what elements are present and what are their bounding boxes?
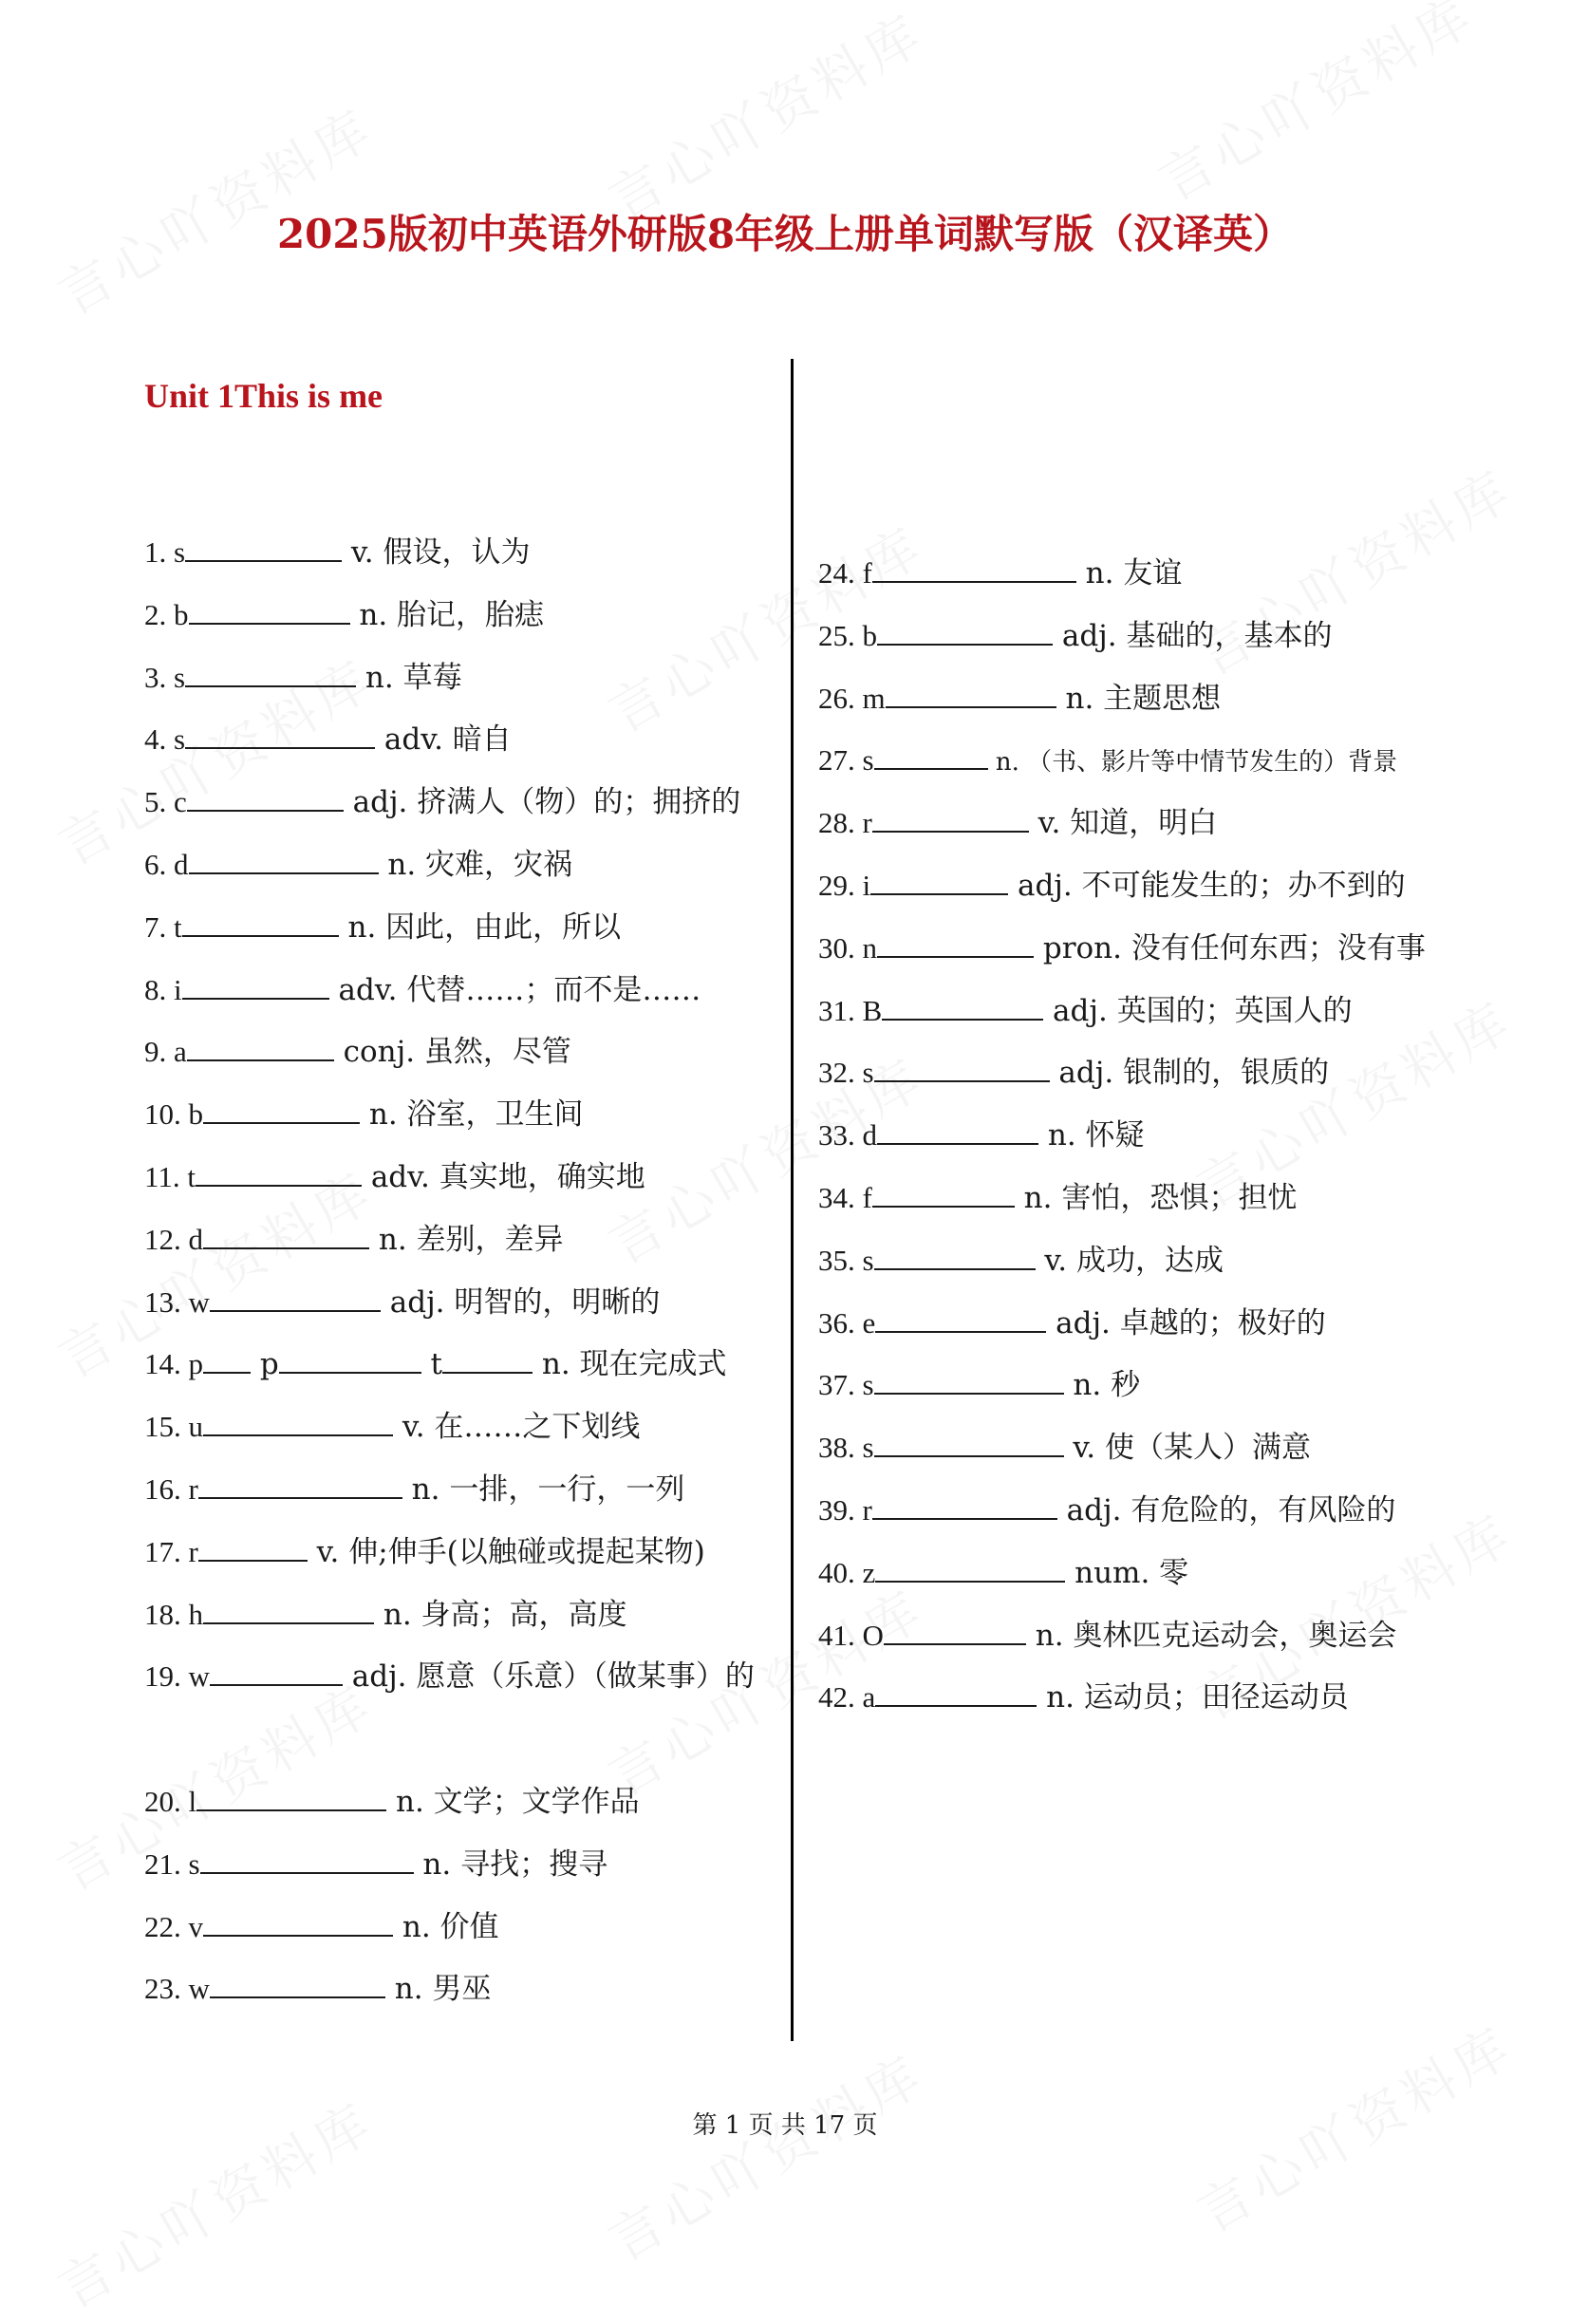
vocab-item	[144, 1968, 828, 2031]
item-definition: n. 胎记，胎痣	[349, 597, 545, 632]
item-prefix: 38. s	[818, 1431, 874, 1465]
item-prefix: 39. r	[818, 1492, 872, 1527]
vocab-item	[818, 1490, 1502, 1552]
item-definition: n. 运动员；田径运动员	[1037, 1680, 1349, 1715]
answer-blank[interactable]	[874, 1427, 1064, 1457]
item-definition: n. 草莓	[356, 660, 462, 695]
answer-blank[interactable]	[203, 1094, 360, 1124]
vocab-item	[144, 1906, 828, 1969]
item-definition: n. 因此，由此，所以	[338, 909, 622, 945]
vocab-item	[818, 1303, 1502, 1365]
answer-blank[interactable]	[210, 1282, 381, 1312]
item-definition: adj. 基础的，基本的	[1053, 618, 1333, 653]
vocab-item	[818, 802, 1502, 865]
item-prefix: 33. d	[818, 1118, 877, 1153]
item-prefix: 2. b	[144, 597, 189, 631]
item-letter: p	[251, 1347, 279, 1382]
vocab-item	[144, 1406, 828, 1469]
answer-blank[interactable]	[185, 657, 356, 687]
item-definition: adj. 愿意（乐意）（做某事）的	[342, 1659, 755, 1695]
answer-blank[interactable]	[200, 1844, 414, 1874]
item-definition: adv. 代替……；而不是……	[328, 972, 701, 1007]
item-prefix: 22. v	[144, 1909, 203, 1943]
item-definition: adv. 暗自	[375, 722, 512, 758]
item-prefix: 27. s	[818, 743, 874, 778]
vocab-item	[818, 1427, 1502, 1490]
item-prefix: 5. c	[144, 785, 187, 819]
page-footer: 第 1 页 共 17 页	[692, 2111, 878, 2140]
answer-blank[interactable]	[875, 1677, 1037, 1707]
watermark-text	[1144, 0, 1487, 216]
item-definition: v. 成功，达成	[1035, 1243, 1224, 1278]
vocab-item	[818, 865, 1502, 928]
item-definition: n. 奥林匹克运动会，奥运会	[1025, 1618, 1397, 1653]
item-prefix: 12. d	[144, 1222, 203, 1256]
item-definition: num. 零	[1065, 1555, 1189, 1590]
answer-blank[interactable]	[874, 740, 988, 770]
vocab-item	[818, 1240, 1502, 1303]
item-definition: n. 现在完成式	[533, 1347, 727, 1382]
item-letter: t	[421, 1347, 443, 1382]
answer-blank[interactable]	[875, 1303, 1046, 1333]
item-definition: n. 怀疑	[1038, 1118, 1145, 1153]
answer-blank[interactable]	[877, 1115, 1038, 1145]
vocab-item	[144, 1031, 828, 1094]
item-prefix: 40. z	[818, 1555, 876, 1589]
vocab-item	[818, 553, 1502, 615]
item-prefix: 1. s	[144, 535, 186, 569]
item-definition: n. 文学；文学作品	[386, 1784, 640, 1819]
item-definition: adj. 卓越的；极好的	[1046, 1305, 1326, 1340]
item-prefix: 23. w	[144, 1972, 210, 2006]
vocab-item	[144, 1781, 828, 1844]
vocab-item	[144, 1844, 828, 1906]
vocab-item	[144, 1282, 828, 1344]
item-prefix: 37. s	[818, 1368, 874, 1402]
vocab-item	[144, 1656, 828, 1781]
item-prefix: 4. s	[144, 722, 186, 757]
item-definition: n. （书、影片等中情节发生的）背景	[987, 748, 1398, 778]
vocab-item	[144, 907, 828, 969]
item-definition: n. 身高；高，高度	[374, 1597, 627, 1632]
item-definition: v. 在……之下划线	[393, 1410, 641, 1445]
answer-blank[interactable]	[874, 1052, 1050, 1082]
item-prefix: 19. w	[144, 1659, 210, 1694]
vocab-item	[818, 1115, 1502, 1177]
vocab-item	[144, 1469, 828, 1531]
answer-blank[interactable]	[203, 1343, 251, 1374]
item-definition: v. 假设，认为	[342, 535, 531, 570]
answer-blank[interactable]	[182, 907, 339, 937]
item-definition: n. 主题思想	[1056, 681, 1222, 716]
answer-blank[interactable]	[203, 1906, 393, 1937]
item-prefix: 34. f	[818, 1180, 872, 1214]
item-prefix: 28. r	[818, 806, 872, 840]
vocab-item	[144, 1343, 828, 1406]
answer-blank[interactable]	[198, 1469, 402, 1499]
item-definition: conj. 虽然，尽管	[333, 1035, 571, 1070]
item-prefix: 21. s	[144, 1846, 200, 1881]
item-prefix: 31. B	[818, 993, 883, 1027]
item-definition: n. 害怕，恐惧；担忧	[1014, 1180, 1298, 1215]
item-definition: v. 知道，明白	[1028, 806, 1218, 841]
item-definition: n. 男巫	[384, 1972, 492, 2007]
item-prefix: 6. d	[144, 847, 189, 881]
answer-blank[interactable]	[874, 1240, 1036, 1270]
item-prefix: 15. u	[144, 1410, 203, 1444]
item-prefix: 9. a	[144, 1035, 187, 1069]
item-prefix: 14. p	[144, 1347, 203, 1381]
item-definition: v. 伸;伸手(以触碰或提起某物)	[307, 1534, 705, 1569]
answer-blank[interactable]	[196, 1781, 386, 1811]
vocab-item	[818, 1052, 1502, 1115]
item-definition: n. 友谊	[1075, 556, 1183, 590]
item-definition: adj. 银制的，银质的	[1049, 1056, 1330, 1091]
answer-blank[interactable]	[872, 553, 1076, 583]
vocab-item	[144, 1094, 828, 1156]
item-definition: n. 差别，差异	[369, 1222, 564, 1257]
vocab-item	[144, 1594, 828, 1657]
vocab-item	[818, 678, 1502, 740]
item-definition: n. 寻找；搜寻	[413, 1846, 608, 1882]
vocab-item	[818, 1177, 1502, 1240]
answer-blank[interactable]	[877, 615, 1053, 646]
vocab-item	[144, 781, 828, 844]
vocab-item	[818, 928, 1502, 990]
item-prefix: 18. h	[144, 1597, 203, 1631]
item-prefix: 42. a	[818, 1680, 876, 1715]
vocab-item	[818, 1615, 1502, 1677]
vocab-item	[144, 594, 828, 657]
answer-blank[interactable]	[185, 532, 342, 562]
item-prefix: 24. f	[818, 556, 872, 590]
vocab-item	[818, 1364, 1502, 1427]
item-definition: adj. 有危险的，有风险的	[1056, 1492, 1396, 1527]
watermark-text	[593, 2034, 937, 2276]
item-prefix: 36. e	[818, 1305, 876, 1340]
vocab-item	[144, 844, 828, 907]
answer-blank[interactable]	[182, 969, 329, 1000]
answer-blank[interactable]	[203, 1406, 393, 1436]
vocab-item	[144, 1219, 828, 1282]
item-prefix: 26. m	[818, 681, 886, 715]
answer-blank[interactable]	[870, 865, 1008, 895]
vocab-item	[818, 615, 1502, 678]
item-definition: n. 价值	[393, 1909, 499, 1944]
item-definition: n. 浴室，卫生间	[360, 1097, 584, 1133]
answer-blank[interactable]	[210, 1968, 385, 1998]
vocab-item	[818, 1677, 1502, 1739]
answer-blank[interactable]	[279, 1343, 421, 1374]
answer-blank[interactable]	[196, 1156, 362, 1187]
item-prefix: 32. s	[818, 1056, 874, 1090]
vocab-item	[144, 1156, 828, 1219]
answer-blank[interactable]	[189, 594, 350, 625]
item-definition: adv. 真实地，确实地	[361, 1159, 645, 1194]
answer-blank[interactable]	[187, 781, 344, 812]
answer-blank[interactable]	[884, 1615, 1026, 1645]
item-prefix: 10. b	[144, 1097, 203, 1132]
item-prefix: 20. l	[144, 1784, 197, 1818]
vocab-item	[144, 719, 828, 781]
answer-blank[interactable]	[189, 844, 379, 874]
item-definition: adj. 不可能发生的；办不到的	[1008, 868, 1406, 903]
answer-blank[interactable]	[198, 1531, 308, 1562]
answer-blank[interactable]	[442, 1343, 533, 1374]
answer-blank[interactable]	[872, 1177, 1015, 1208]
left-column	[144, 532, 828, 2031]
right-column	[818, 553, 1502, 1739]
item-definition: adj. 英国的；英国人的	[1043, 993, 1353, 1028]
vocab-item	[818, 740, 1502, 802]
unit-title: Unit 1This is me	[144, 377, 383, 415]
item-prefix: 25. b	[818, 618, 877, 652]
item-prefix: 3. s	[144, 660, 186, 694]
page-title: 2025版初中英语外研版8年级上册单词默写版（汉译英）	[276, 211, 1294, 257]
answer-blank[interactable]	[872, 1490, 1057, 1520]
vocab-item	[144, 969, 828, 1032]
item-prefix: 8. i	[144, 972, 182, 1006]
answer-blank[interactable]	[187, 1031, 334, 1061]
item-prefix: 13. w	[144, 1284, 210, 1319]
item-definition: n. 一排，一行，一列	[402, 1471, 685, 1507]
answer-blank[interactable]	[203, 1219, 369, 1249]
item-definition: adj. 明智的，明晰的	[380, 1284, 661, 1320]
item-definition: pron. 没有任何东西；没有事	[1034, 930, 1426, 965]
answer-blank[interactable]	[203, 1594, 374, 1624]
answer-blank[interactable]	[874, 1364, 1064, 1395]
item-definition: n. 秒	[1063, 1368, 1141, 1403]
vocab-item	[818, 1552, 1502, 1615]
item-prefix: 7. t	[144, 909, 182, 944]
vocab-item	[144, 1531, 828, 1594]
answer-blank[interactable]	[185, 719, 375, 749]
answer-blank[interactable]	[875, 1552, 1065, 1583]
watermark-text	[593, 0, 937, 235]
item-prefix: 41. O	[818, 1618, 884, 1652]
item-definition: n. 灾难，灾祸	[378, 847, 573, 882]
answer-blank[interactable]	[872, 802, 1029, 833]
item-definition: v. 使（某人）满意	[1063, 1431, 1311, 1466]
item-definition: adj. 挤满人（物）的；拥挤的	[343, 785, 741, 820]
answer-blank[interactable]	[882, 990, 1043, 1021]
answer-blank[interactable]	[210, 1656, 343, 1686]
vocab-item	[144, 657, 828, 720]
item-prefix: 30. n	[818, 930, 877, 965]
answer-blank[interactable]	[877, 928, 1034, 958]
item-prefix: 11. t	[144, 1159, 196, 1193]
answer-blank[interactable]	[886, 678, 1056, 708]
vocab-item	[818, 990, 1502, 1053]
item-prefix: 16. r	[144, 1471, 198, 1506]
vocab-item	[144, 532, 828, 594]
item-prefix: 17. r	[144, 1534, 198, 1568]
item-prefix: 35. s	[818, 1243, 874, 1277]
item-prefix: 29. i	[818, 868, 871, 902]
